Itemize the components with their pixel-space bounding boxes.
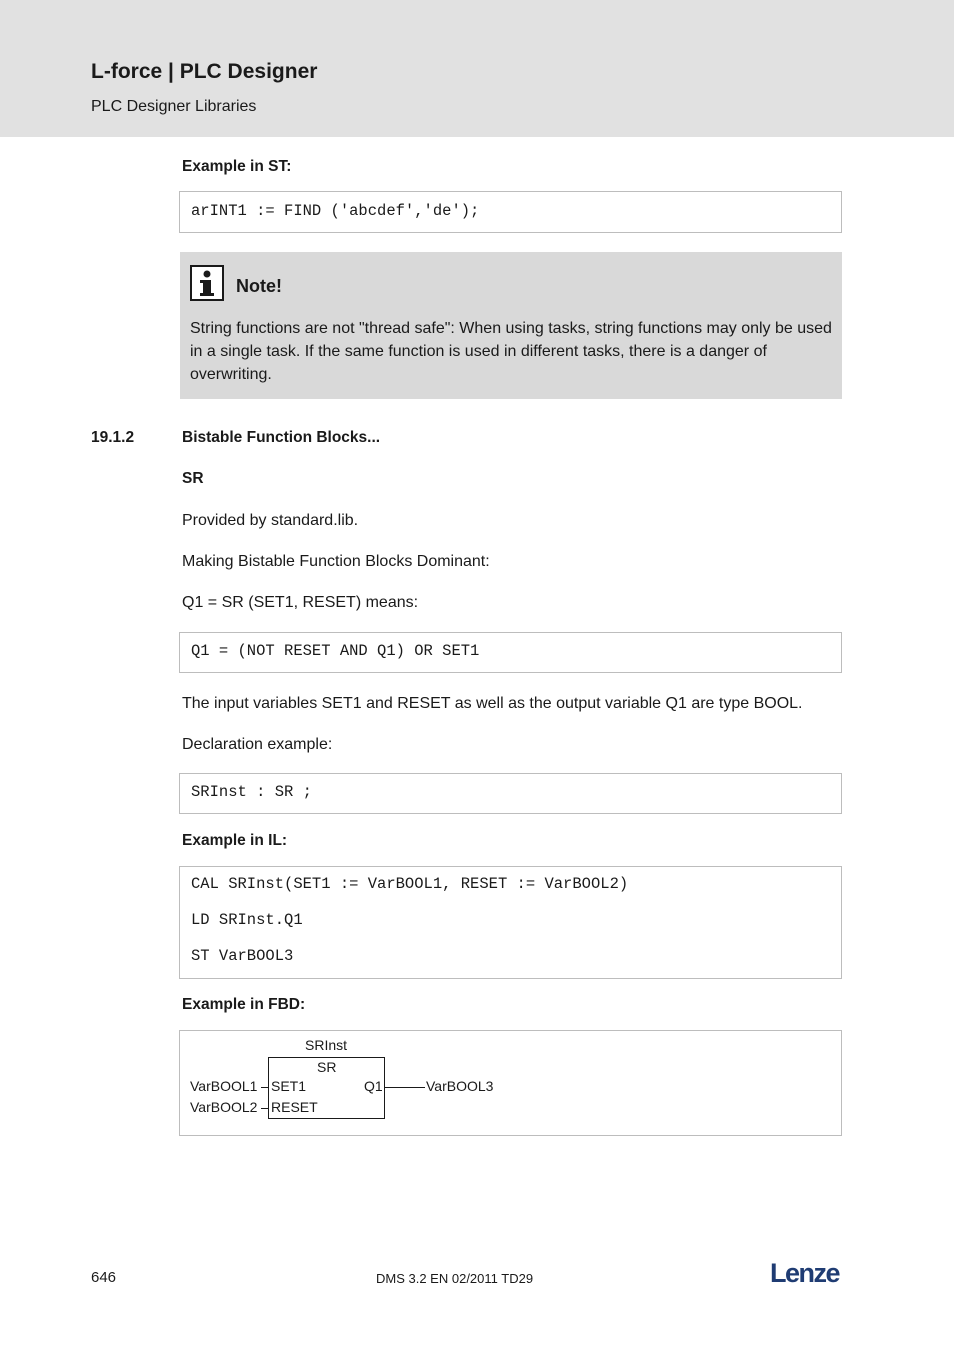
section-subheading: SR	[182, 470, 204, 487]
code-line: SRInst : SR ;	[191, 783, 312, 801]
fbd-pin-q1: Q1	[364, 1078, 383, 1094]
fbd-wire-input-1	[261, 1087, 268, 1088]
note-text: String functions are not "thread safe": When using tasks, string functions may only be used in a single task. If the same function is used in different tasks, there is a danger of overwriting.	[190, 320, 832, 383]
fbd-input-var-1: VarBOOL1	[190, 1078, 258, 1094]
example-fbd-label: Example in FBD:	[182, 996, 306, 1013]
info-icon	[190, 265, 224, 301]
code-line: arINT1 := FIND ('abcdef','de');	[191, 202, 480, 220]
fbd-wire-input-2	[261, 1108, 268, 1109]
page-header	[0, 0, 954, 137]
paragraph: Q1 = SR (SET1, RESET) means:	[182, 594, 419, 611]
code-box-sr-equation	[179, 632, 842, 673]
paragraph: Making Bistable Function Blocks Dominant:	[182, 553, 490, 570]
example-st-label: Example in ST:	[182, 158, 292, 175]
document-id: DMS 3.2 EN 02/2011 TD29	[376, 1271, 534, 1286]
note-title: Note!	[236, 276, 282, 296]
code-line: CAL SRInst(SET1 := VarBOOL1, RESET := VarBOOL2)	[191, 875, 629, 893]
fbd-output-var: VarBOOL3	[426, 1078, 494, 1094]
paragraph: Declaration example:	[182, 736, 333, 753]
code-line: ST VarBOOL3	[191, 947, 294, 965]
code-box-declaration	[179, 773, 842, 814]
fbd-diagram-box	[179, 1030, 842, 1136]
fbd-pin-reset: RESET	[271, 1099, 318, 1115]
fbd-wire-output	[385, 1087, 425, 1088]
fbd-instance-name: SRInst	[305, 1037, 348, 1053]
code-line: Q1 = (NOT RESET AND Q1) OR SET1	[191, 642, 480, 660]
code-box-il	[179, 866, 842, 979]
paragraph: The input variables SET1 and RESET as well as the output variable Q1 are type BOOL.	[182, 695, 803, 712]
section-number: 19.1.2	[91, 429, 135, 446]
fbd-pin-set1: SET1	[271, 1078, 307, 1094]
lenze-logo	[770, 1259, 850, 1292]
code-line: LD SRInst.Q1	[191, 911, 303, 929]
section-title: Bistable Function Blocks...	[182, 429, 381, 446]
paragraph: Provided by standard.lib.	[182, 512, 359, 529]
logo-text: Lenze	[770, 1259, 840, 1287]
code-box-st	[179, 191, 842, 233]
fbd-input-var-2: VarBOOL2	[190, 1099, 258, 1115]
header-subtitle: PLC Designer Libraries	[91, 98, 257, 115]
fbd-block-type: SR	[317, 1059, 337, 1075]
example-il-label: Example in IL:	[182, 832, 288, 849]
page-number: 646	[91, 1269, 117, 1286]
header-title: L-force | PLC Designer	[91, 60, 318, 83]
note-box	[180, 252, 842, 399]
